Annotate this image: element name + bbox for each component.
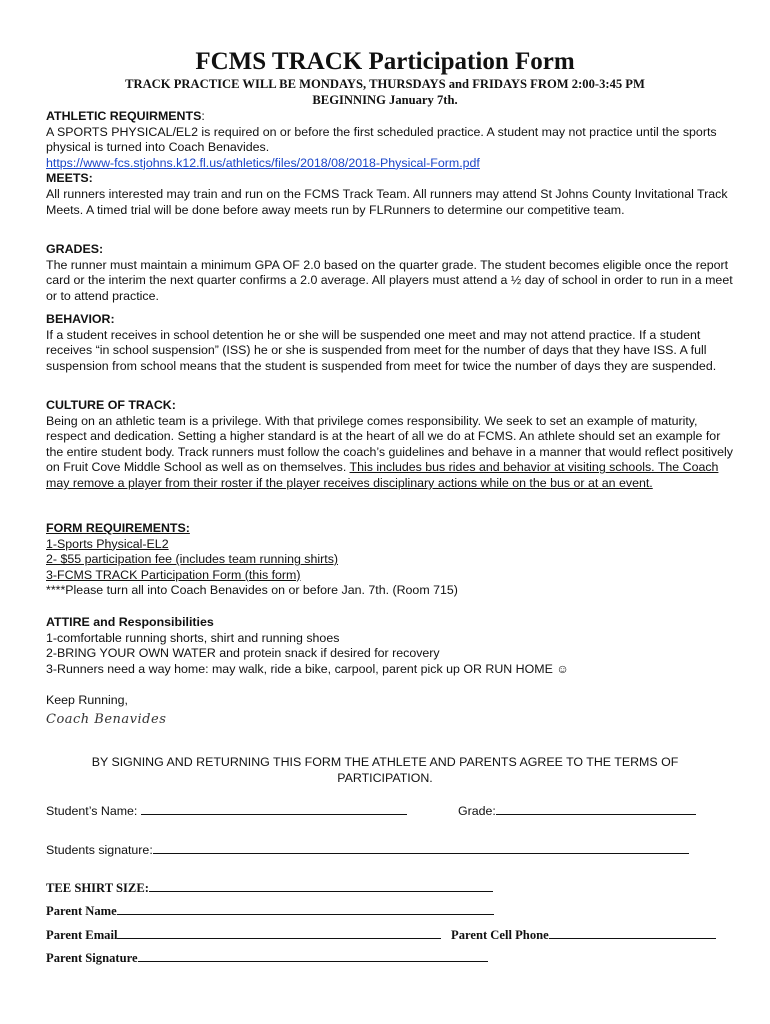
student-name-label: Student’s Name: [46,804,138,818]
form-requirement-item: 2- $55 participation fee (includes team running shirts) [46,552,339,567]
behavior-text: If a student receives in school detention he or she will be suspended one meet and may not attend practice. If a student receives “in school suspension” (ISS) he or she is suspended from meet for the number of days that they have ISS. A full suspension from school means that the student is suspended from meet for twice the number of days they are suspended. [46,327,717,373]
closing-section [46,693,736,727]
culture-text: Being on an athletic team is a privilege. With that privilege comes responsibility. We seek to set an example of maturity, respect and dedication. Setting a higher standard is at the heart of all we do at FCMS. An athlete should set an example for the entire student body. Track runners must follow the coach’s guidelines and behave in a manner that would reflect positively on Fruit Cove Middle School as well as on themselves. [46,413,733,475]
agreement-statement [60,755,710,786]
agreement-line1: BY SIGNING AND RETURNING THIS FORM THE ATHLETE AND PARENTS AGREE TO THE TERMS OF [91,755,679,769]
parent-signature-label: Parent Signature [46,951,138,965]
parent-cell-line[interactable] [549,927,716,939]
grade-field[interactable] [458,802,696,820]
attire-section [46,615,736,677]
meets-text: All runners interested may train and run on the FCMS Track Team. All runners may attend St Johns County Invitational Track Meets. A timed trial will be done before away meets run by FLRunners to determine our competitive team. [46,186,728,217]
form-requirements-heading: FORM REQUIREMENTS: [46,521,190,535]
physical-form-link[interactable]: https://www-fcs.stjohns.k12.fl.us/athletics/files/2018/08/2018-Physical-Form.pdf [46,155,480,170]
culture-underlined-text: This includes bus rides and behavior at visiting schools. The Coach may remove a player from their roster if the player receives disciplinary actions while on the bus or at an event. [46,460,719,490]
student-name-line[interactable] [141,802,407,815]
grades-text: The runner must maintain a minimum GPA OF 2.0 based on the quarter grade. The student becomes eligible once the report card or the interim the next quarter confirms a 2.0 average. All players must attend a ½ day of school in order to run in a meet or to attend practice. [46,257,733,303]
grades-heading: GRADES: [46,242,104,256]
meets-heading: MEETS: [46,171,93,186]
grade-label: Grade: [458,804,496,818]
form-requirement-item: 1-Sports Physical-EL2 [46,536,169,551]
athletic-heading-colon: : [201,109,205,123]
culture-heading: CULTURE OF TRACK: [46,398,176,412]
closing-salutation: Keep Running, [46,693,128,707]
practice-schedule-line1: TRACK PRACTICE WILL BE MONDAYS, THURSDAYS and FRIDAYS FROM 2:00-3:45 PM [125,77,645,91]
attire-item: 3-Runners need a way home: may walk, ride a bike, carpool, parent pick up OR RUN HOME ☺ [46,661,569,676]
parent-signature-field[interactable] [46,950,488,966]
page-title: FCMS TRACK Participation Form [195,48,575,75]
parent-email-field[interactable] [46,927,441,943]
athletic-section [46,109,736,218]
parent-email-line[interactable] [117,927,441,939]
culture-section [46,398,736,492]
coach-signature: Coach Benavides [46,711,167,727]
tee-shirt-label: TEE SHIRT SIZE: [46,881,149,895]
attire-item: 2-BRING YOUR OWN WATER and protein snack if desired for recovery [46,646,440,661]
athletic-text: A SPORTS PHYSICAL/EL2 is required on or before the first scheduled practice. A student may not practice until the sports physical is turned into Coach Benavides. [46,124,717,155]
tee-shirt-line[interactable] [149,880,493,892]
behavior-section [46,312,736,374]
attire-item: 1-comfortable running shorts, shirt and running shoes [46,630,340,645]
form-requirement-item: 3-FCMS TRACK Participation Form (this form) [46,567,301,582]
grade-line[interactable] [496,802,696,815]
form-requirements-note: ****Please turn all into Coach Benavides on or before Jan. 7th. (Room 715) [46,583,458,598]
parent-email-label: Parent Email [46,928,118,942]
form-requirements-section [46,521,736,599]
student-signature-label: Students signature: [46,843,153,857]
student-name-field[interactable] [46,802,407,820]
parent-cell-field[interactable] [451,927,716,943]
culture-body [46,414,736,492]
student-signature-line[interactable] [153,841,689,854]
parent-name-line[interactable] [117,903,494,915]
student-signature-field[interactable] [46,841,689,859]
practice-schedule-line2: BEGINNING January 7th. [312,92,458,107]
behavior-heading: BEHAVIOR: [46,312,115,326]
parent-name-label: Parent Name [46,904,117,918]
grades-section [46,242,736,304]
attire-heading: ATTIRE and Responsibilities [46,615,214,629]
parent-cell-label: Parent Cell Phone [451,928,549,942]
agreement-line2: PARTICIPATION. [337,770,433,785]
tee-shirt-field[interactable] [46,880,493,896]
practice-schedule [60,77,710,108]
parent-name-field[interactable] [46,903,494,919]
parent-signature-line[interactable] [138,950,488,962]
athletic-heading: ATHLETIC REQUIRMENTS [46,109,202,123]
